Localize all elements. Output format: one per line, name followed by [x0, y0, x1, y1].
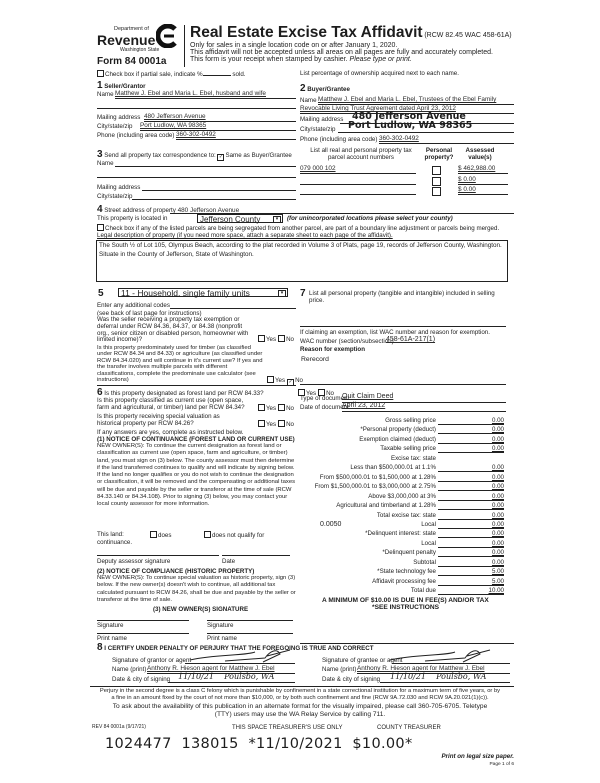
- fee-row: [300, 464, 506, 473]
- legal-line-1: The South ½ of Lot 105, Olympus Beach, according to the plat recorded in Volume 3 of Plats, page 19, records of Jefferson County, Washington.: [99, 242, 502, 249]
- seller-city-label: City/state/zip: [97, 123, 133, 130]
- grantee-date: 11/10/21: [390, 672, 426, 681]
- does-checkbox[interactable]: [150, 531, 157, 538]
- page-title: Real Estate Excise Tax Affidavit: [190, 24, 423, 41]
- owner-print-field-1[interactable]: [97, 633, 189, 634]
- fee-row: [300, 502, 506, 511]
- grantor-date-field[interactable]: [178, 672, 274, 681]
- sold-label: sold.: [232, 71, 246, 78]
- fee-label: Gross selling price: [385, 417, 436, 424]
- located-label: This property is located in: [97, 215, 168, 222]
- county-select[interactable]: [197, 214, 283, 223]
- land-use-select[interactable]: [118, 288, 288, 297]
- grantor-date-label: Date & city of signing: [112, 676, 171, 683]
- buyer-phone-label: Phone (including area code): [300, 136, 378, 143]
- grantee-signature-field[interactable]: [392, 663, 510, 664]
- wac-field[interactable]: 458-61A-217(1): [386, 336, 436, 343]
- certify-statement: I CERTIFY UNDER PENALTY OF PERJURY THAT THE FOREGOING IS TRUE AND CORRECT: [104, 645, 374, 652]
- notice-compliance-body: NEW OWNER(S): To continue special valuation as historic property, sign (3) below. If the new owner(s) doesn't wish to continue, all additional tax calculated pursuant to RCW 84.26, shall be due and payable by the seller or transferor at the time of sale.: [97, 575, 296, 603]
- no-label: No: [295, 377, 304, 384]
- no-label: No: [286, 421, 295, 428]
- wac-label: WAC number (section/subsection): [300, 338, 394, 345]
- fee-label: Above $3,000,000 at 3%: [368, 492, 436, 500]
- dept-of-label: Department of: [114, 26, 149, 32]
- dor-logo-icon: [156, 24, 178, 48]
- notice-compliance-title: (2) NOTICE OF COMPLIANCE (HISTORIC PROPERTY): [97, 568, 255, 575]
- historic-question: Is this property receiving special valuation as historical property per RCW 84.26?: [97, 413, 220, 428]
- personal-property-label: List all personal property (tangible and intangible) included in selling price.: [309, 290, 495, 305]
- corr-city-field[interactable]: [132, 199, 296, 200]
- yes-label: Yes: [266, 336, 277, 343]
- fee-row: [300, 530, 506, 539]
- county-note: (for unincorporated locations please select your county): [287, 215, 453, 222]
- this-land-label: This land:: [97, 531, 124, 538]
- header-line-1: Only for sales in a single location code on or after January 1, 2020.: [190, 42, 398, 49]
- see-back-note: (see back of last page for instructions): [97, 310, 202, 317]
- print-name-label: Print name: [97, 635, 127, 642]
- does-label: does: [158, 532, 172, 539]
- treasurer-stamp: 1024477 138015 *11/10/2021 $10.00*: [105, 736, 413, 752]
- continuance-label: continuance.: [97, 539, 133, 546]
- fee-value[interactable]: 0.00: [491, 492, 504, 500]
- section-7-number: 7: [300, 288, 306, 299]
- corr-name-field[interactable]: [115, 166, 296, 167]
- corr-city-label: City/state/zip: [97, 193, 133, 200]
- seller-mail-label: Mailing address: [97, 114, 141, 121]
- alt-format-note-2: (TTY) users may use the WA Relay Service by calling 711.: [214, 710, 386, 718]
- doc-type-field[interactable]: Quit Claim Deed: [342, 393, 394, 400]
- deputy-date-label: Date: [222, 558, 236, 565]
- grantor-name-label: Name (print): [112, 666, 147, 673]
- owner-signature-field-2[interactable]: [207, 620, 293, 621]
- fee-label: Total excise tax: state: [376, 511, 436, 519]
- fee-row: [300, 445, 506, 454]
- current-use-yes-checkbox[interactable]: [258, 404, 265, 411]
- exemption-no-checkbox[interactable]: [278, 335, 285, 342]
- same-as-buyer-checkbox[interactable]: ✓: [218, 154, 224, 160]
- deputy-date-field[interactable]: [222, 555, 290, 556]
- yes-label: Yes: [266, 421, 277, 428]
- fee-row: [300, 436, 506, 445]
- fee-row: [300, 549, 506, 558]
- fee-label: *Delinquent penalty: [382, 549, 436, 557]
- title-row: [190, 24, 512, 42]
- reason-field[interactable]: Rerecord: [301, 356, 329, 363]
- fee-value[interactable]: 0.00: [491, 530, 504, 538]
- fee-row: [300, 540, 506, 549]
- fee-row: [300, 417, 506, 426]
- fee-row: [300, 568, 506, 577]
- fee-label: Subtotal: [413, 558, 436, 566]
- buyer-name-field-2[interactable]: Revocable Living Trust Agreement dated April 23, 2012: [300, 105, 456, 112]
- grantee-city: Poulsbo, WA: [436, 672, 487, 681]
- legal-desc-label: Legal description of property (if you need more space, attach a separate sheet to each page of the affidavit).: [97, 232, 393, 239]
- title-ref: (RCW 82.45 WAC 458-61A): [424, 32, 512, 39]
- perjury-note-1: Perjury in the second degree is a class C felony which is punishable by confinement in a state correctional institution for a maximum term of five years, or by: [99, 688, 501, 694]
- fee-value[interactable]: 0.00: [491, 483, 504, 491]
- signature-label: Signature: [207, 622, 234, 629]
- fee-value[interactable]: 0.00: [491, 417, 504, 424]
- revision-label: REV 84 0001a (9/17/21): [92, 724, 146, 730]
- no-label: No: [286, 405, 295, 412]
- local-rate: 0.0050: [320, 520, 342, 528]
- parcel-row: [432, 187, 442, 197]
- fee-label: Local: [421, 520, 436, 528]
- street-label: Street address of property: [104, 207, 176, 214]
- yes-label: Yes: [275, 377, 286, 384]
- seller-heading: Seller/Grantor: [104, 83, 146, 90]
- fee-label: Exemption claimed (deduct): [359, 435, 436, 443]
- fee-row: [300, 493, 506, 502]
- same-as-buyer-label: Same as Buyer/Grantee: [225, 152, 292, 159]
- assessed-col-header: Assessed: [465, 147, 495, 154]
- fee-label: Local: [421, 539, 436, 547]
- owner-signature-field-1[interactable]: [97, 620, 189, 621]
- fee-label: Affidavit processing fee: [372, 577, 436, 585]
- yes-label: Yes: [306, 390, 317, 397]
- current-use-no-checkbox[interactable]: [278, 404, 285, 411]
- partial-sale-row: [97, 70, 246, 78]
- forest-question: Is this property designated as forest land per RCW 84.33?: [104, 390, 264, 397]
- fee-value[interactable]: 0.00: [491, 502, 504, 510]
- fee-row: [300, 512, 506, 521]
- buyer-city-field[interactable]: Port Ludlow, WA 98365: [348, 120, 473, 131]
- header-divider: [184, 25, 185, 67]
- fee-row: [300, 426, 506, 435]
- doc-date-field[interactable]: April 23, 2012: [342, 402, 386, 409]
- form-number: Form 84 0001a: [97, 56, 167, 67]
- section-1-number: 1: [97, 80, 103, 91]
- see-instructions-note: *SEE INSTRUCTIONS: [372, 604, 440, 611]
- seller-phone-label: Phone (including area code): [97, 132, 175, 139]
- legal-description-field[interactable]: [96, 240, 508, 282]
- does-not-checkbox[interactable]: [204, 531, 211, 538]
- fee-value[interactable]: 0.00: [491, 520, 504, 528]
- fee-value[interactable]: 0.00: [491, 464, 504, 472]
- personal-col-header: Personal: [425, 147, 453, 154]
- additional-codes-field[interactable]: [170, 308, 296, 309]
- grantor-sig-label: Signature of grantor or agent: [112, 657, 192, 664]
- exemption-yes-checkbox[interactable]: [258, 335, 265, 342]
- parcel-row: [432, 166, 442, 176]
- historic-no-checkbox[interactable]: [278, 420, 285, 427]
- deputy-signature-field[interactable]: [97, 555, 219, 556]
- does-not-label: does not qualify for: [212, 532, 265, 539]
- no-label: No: [286, 336, 295, 343]
- buyer-name-label: Name: [300, 97, 317, 104]
- chevron-down-icon: ▾: [278, 290, 286, 297]
- doc-type-label: Type of document: [300, 395, 350, 402]
- fee-value[interactable]: 10.00: [488, 587, 504, 595]
- grantor-date: 11/10/21: [178, 672, 214, 681]
- grantor-name-field[interactable]: Anthony R. Hieson agent for Matthew J. Ebel: [147, 665, 275, 672]
- parcel-number-field[interactable]: 079 000 102: [300, 165, 336, 172]
- notice-continuance-title: (1) NOTICE OF CONTINUANCE (FOREST LAND OR CURRENT USE): [97, 436, 295, 443]
- historic-yes-checkbox[interactable]: [258, 420, 265, 427]
- new-owner-signature-heading: (3) NEW OWNER(S) SIGNATURE: [153, 606, 249, 613]
- fee-row: [300, 521, 506, 530]
- exemption-note: If claiming an exemption, list WAC number and reason for exemption.: [300, 329, 490, 336]
- chevron-down-icon: ▾: [273, 216, 281, 223]
- grantee-date-field[interactable]: [390, 672, 486, 681]
- fee-row: [300, 559, 506, 568]
- fee-value[interactable]: 0.00: [491, 445, 504, 453]
- fee-label: Taxable selling price: [380, 445, 436, 453]
- land-use-value: 11 - Household, single family units: [121, 288, 250, 298]
- personal-property-checkbox[interactable]: [432, 177, 441, 186]
- fee-value[interactable]: 5.00: [491, 577, 504, 585]
- header-line-2: This affidavit will not be accepted unless all areas on all pages are fully and accurately completed.: [190, 49, 493, 56]
- fee-row: [300, 587, 506, 596]
- fee-label: Agricultural and timberland at 1.28%: [336, 502, 436, 510]
- seller-phone-field[interactable]: 360-302-0492: [176, 131, 216, 138]
- fee-row: [300, 455, 506, 464]
- segregate-label: Check box if any of the listed parcels are being segregated from another parcel, are part of a boundary line adjustment or parcels being merged.: [105, 225, 500, 232]
- fee-value[interactable]: 0.00: [491, 511, 504, 519]
- buyer-heading: Buyer/Grantee: [307, 86, 350, 93]
- timber-yes-checkbox[interactable]: [267, 376, 274, 383]
- perjury-note-2: a fine in an amount fixed by the court of not more than $10,000, or by both such confinement and fine (RCW 9A.72.030 and RCW 9A.20.021(1)(c)).: [111, 694, 489, 701]
- county-treasurer-label: COUNTY TREASURER: [377, 725, 441, 731]
- fee-label: *Delinquent interest: state: [365, 530, 436, 538]
- fee-value[interactable]: 0.00: [491, 426, 504, 434]
- current-use-question: Is this property classified as current use (open space, farm and agricultural, or timber) land per RCW 84.34?: [97, 397, 245, 412]
- corr-mail-label: Mailing address: [97, 184, 141, 191]
- corr-name-label: Name: [97, 160, 114, 167]
- doc-date-label: Date of document: [300, 404, 349, 411]
- buyer-mail-field[interactable]: 480 Jefferson Avenue: [352, 111, 466, 122]
- additional-codes-label: Enter any additional codes: [97, 302, 170, 309]
- reason-label: Reason for exemption: [300, 346, 365, 353]
- fee-label: Less than $500,000.01 at 1.1%: [350, 464, 436, 472]
- grantee-name-field[interactable]: Anthony R. Hieson agent for Matthew J. Ebel: [357, 665, 485, 672]
- fee-value[interactable]: 0.00: [491, 539, 504, 547]
- legal-paper-note: Print on legal size paper.: [441, 753, 514, 760]
- if-yes-note: If any answers are yes, complete as instructed below.: [97, 429, 244, 436]
- fee-value[interactable]: 0.00: [491, 435, 504, 443]
- no-label: No: [326, 390, 335, 397]
- timber-no-checkbox[interactable]: ✓: [288, 379, 293, 385]
- corr-name-field-2[interactable]: [97, 177, 296, 178]
- signature-label: Signature: [97, 622, 124, 629]
- pct-note: List percentage of ownership acquired next to each name.: [300, 70, 459, 77]
- owner-print-field-2[interactable]: [207, 633, 293, 634]
- personal-property-checkbox[interactable]: [432, 166, 441, 175]
- street-field[interactable]: 480 Jefferson Avenue: [177, 207, 240, 214]
- fee-row: [300, 474, 506, 483]
- fee-row: [300, 578, 506, 587]
- yes-label: Yes: [266, 405, 277, 412]
- seller-name-label: Name: [97, 91, 114, 98]
- buyer-name-field[interactable]: Matthew J. Ebel and Maria L. Ebel, Trustees of the Ebel Family: [318, 96, 497, 103]
- timber-question: Is this property predominately used for timber (as classified under RCW 84.34 and 84.33) or agriculture (as classified under RCW 84.34.020) and will continue in it's current use? If yes and the transfer involves multiple parcels with different classifications, complete the predominate use calculator (see instructions): [97, 345, 263, 384]
- fee-value[interactable]: 0.00: [491, 473, 504, 481]
- fee-label: *State technology fee: [377, 568, 436, 576]
- parcel-col-header-1b: parcel account numbers: [327, 154, 395, 162]
- state-label: Washington State: [120, 47, 160, 53]
- personal-property-checkbox[interactable]: [432, 187, 441, 196]
- corr-mail-field[interactable]: [142, 190, 296, 191]
- grantee-name-label: Name (print): [322, 666, 357, 673]
- parcel-col-header-1: List all real and personal property tax: [310, 147, 412, 154]
- minimum-due-note: A MINIMUM OF $10.00 IS DUE IN FEE(S) AND/OR TAX: [322, 597, 489, 604]
- section-8-number: 8: [97, 642, 103, 653]
- grantee-date-label: Date & city of signing: [322, 676, 381, 683]
- correspondence-label: Send all property tax correspondence to:: [104, 152, 216, 159]
- buyer-phone-field[interactable]: 360-302-0492: [379, 135, 419, 142]
- notice-continuance-body: NEW OWNER(S): To continue the current designation as forest land or classification as current use (open space, farm and agriculture, or timber) land, you must sign on (3) below. The county assessor must then determine if the land transferred continues to qualify and will indicate by signing below. If the land no longer qualifies or you do not wish to continue the designation or classification, it will be removed and the compensating or additional taxes will be due and payable by the seller or transferor at the time of sale (RCW 84.33.140 or 84.34.108). Prior to signing (3) below, you may contact your local county assessor for more information.: [97, 443, 296, 508]
- treasurer-use-label: THIS SPACE TREASURER'S USE ONLY: [232, 725, 343, 731]
- partial-pct-field[interactable]: [203, 75, 231, 76]
- print-name-label: Print name: [207, 635, 237, 642]
- buyer-city-label: City/state/zip: [300, 126, 336, 133]
- seller-name-line-2[interactable]: [97, 108, 296, 109]
- receipt-note: This form is your receipt when stamped by cashier.: [190, 56, 348, 63]
- section-6-number: 6: [97, 387, 103, 398]
- section-2-number: 2: [300, 83, 306, 94]
- partial-sale-label: Check box if partial sale, indicate %: [105, 71, 203, 78]
- revenue-logo-text: Revenue: [97, 32, 156, 48]
- fee-value[interactable]: 5.00: [491, 568, 504, 576]
- legal-line-2: Situate in the County of Jefferson, State of Washington.: [99, 250, 254, 258]
- section-3-number: 3: [97, 149, 103, 160]
- assessed-value-field[interactable]: $ 462,988.00: [458, 165, 496, 172]
- section-4-number: 4: [97, 204, 103, 215]
- assessed-value-field[interactable]: $ 0.00: [458, 175, 476, 183]
- grantee-sig-label: Signature of grantee or agent: [322, 657, 403, 664]
- assessed-value-field[interactable]: $ 0.00: [458, 186, 476, 193]
- alt-format-note-1: To ask about the availability of this publication in an alternate format for the visually impaired, please call 360-705-6705. Teletype: [112, 703, 488, 710]
- fee-label: Excise tax: state: [390, 454, 436, 462]
- fee-value[interactable]: 0.00: [491, 558, 504, 566]
- grantor-signature-field[interactable]: [185, 663, 295, 664]
- segregate-checkbox[interactable]: [97, 224, 104, 231]
- county-value: Jefferson County: [200, 215, 261, 224]
- fee-label: From $500,000.01 to $1,500,000 at 1.28%: [319, 473, 436, 481]
- fee-row: [300, 483, 506, 492]
- seller-city-field[interactable]: Port Ludlow, WA 98365: [140, 122, 207, 129]
- assessed-col-header-b: value(s): [468, 154, 492, 162]
- deputy-label: Deputy assessor signature: [97, 558, 171, 565]
- buyer-mail-label: Mailing address: [300, 116, 344, 123]
- seller-name-field[interactable]: Matthew J. Ebel and Maria L. Ebel, husband and wife: [115, 90, 266, 97]
- seller-mail-field[interactable]: 480 Jefferson Avenue: [144, 113, 206, 120]
- fee-label: From $1,500,000.01 to $3,000,000 at 2.75%: [314, 483, 436, 491]
- fee-value[interactable]: 0.00: [491, 549, 504, 557]
- fee-label: Total due: [410, 587, 436, 595]
- section-5-number: 5: [98, 288, 104, 299]
- page-number: Page 1 of 6: [489, 762, 514, 767]
- partial-sale-checkbox[interactable]: [97, 70, 104, 77]
- header-line-3: [190, 56, 412, 64]
- grantor-city: Poulsbo, WA: [224, 672, 275, 681]
- exemption-question: Was the seller receiving a property tax exemption or deferral under RCW 84.36, 84.37, or 84.38 (nonprofit org., senior citizen or disabled person, homeowner with limited income)?: [97, 316, 249, 344]
- fee-label: *Personal property (deduct): [360, 426, 436, 434]
- type-print-note: Please type or print.: [349, 56, 412, 63]
- parcel-row: [432, 177, 442, 187]
- personal-col-header-b: property?: [424, 154, 454, 162]
